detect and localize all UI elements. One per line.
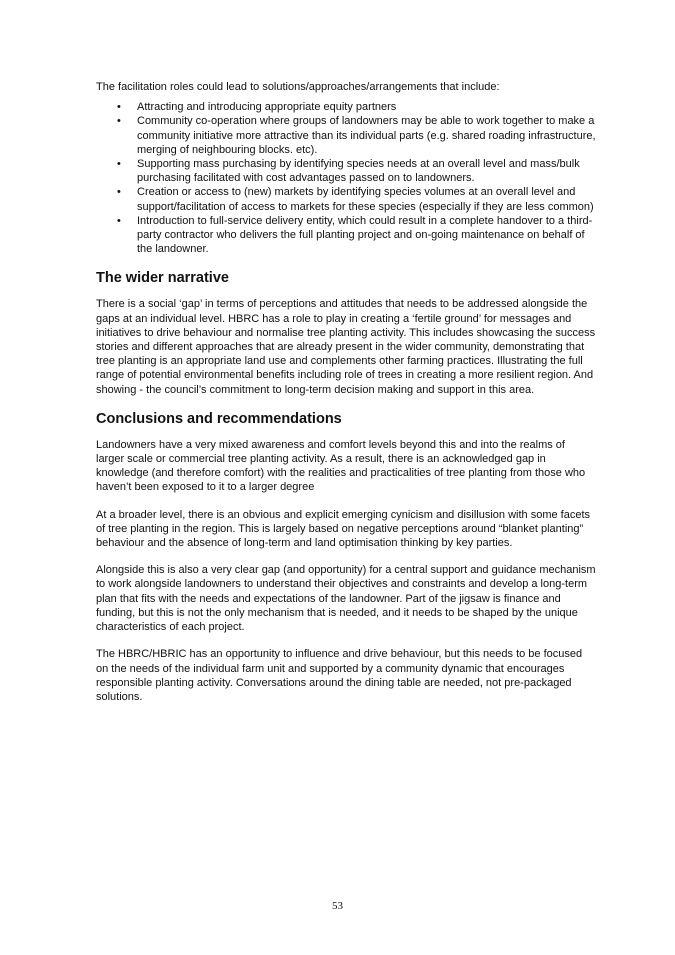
list-item-text: Attracting and introducing appropriate equity partners [137,101,397,114]
bullet-icon: • [117,115,121,128]
wider-narrative-paragraph: There is a social ‘gap’ in terms of perceptions and attitudes that needs to be addressed alongside the gaps at an individual level. HBRC has a role to play in creating a ‘fertile ground’ for messages and initiatives to drive behaviour and normalise tree planting activity. This includes showcasing the success stories and different approaches that are already present in the wider community, demonstrating that tree planting is an appropriate land use and complements other farming practices. Illustrating the full range of potential environmental benefits including role of trees in creating a more resilient region. And showing - the council’s commitment to long-term decision making and support in this area. [96,298,596,396]
list-item-text: Creation or access to (new) markets by identifying species volumes at an overall level and support/facilitation of access to markets for these species (especially if they are less common) [137,186,594,213]
list-item-text: Community co-operation where groups of landowners may be able to work together to make a community initiative more attractive than its individual parts (e.g. shared roading infrastructure, merging of neighbouring blocks. etc). [137,115,596,156]
conclusions-paragraph: Alongside this is also a very clear gap (and opportunity) for a central support and guidance mechanism to work alongside landowners to understand their objectives and constraints and develop a long-term plan that fits with the needs and expectations of the landowner. Part of the jigsaw is finance and funding, but this is not the only mechanism that is needed, and it needs to be shaped by the unique characteristics of each project. [96,564,596,634]
bullet-icon: • [117,158,121,171]
list-item [96,214,596,257]
list-item [96,114,596,157]
list-item-text: Introduction to full-service delivery entity, which could result in a complete handover to a third-party contractor who delivers the full planting project and on-going maintenance on behalf of the landowner. [137,214,593,256]
document-page [96,80,596,717]
section-heading-conclusions: Conclusions and recommendations [96,410,342,427]
bullet-icon: • [117,186,121,199]
intro-text: The facilitation roles could lead to solutions/approaches/arrangements that include: [96,81,500,93]
conclusions-paragraph: The HBRC/HBRIC has an opportunity to influence and drive behaviour, but this needs to be focused on the needs of the individual farm unit and supported by a community dynamic that encourages responsible planting activity. Conversations around the dining table are needed, not pre-packaged solutions. [96,648,583,703]
bullet-list [96,100,596,256]
bullet-icon: • [117,214,121,227]
page-number: 53 [332,900,343,912]
list-item [96,157,596,185]
conclusions-paragraph: At a broader level, there is an obvious and explicit emerging cynicism and disillusion with some facets of tree planting in the region. This is largely based on negative perceptions around “blanket planting” behaviour and the absence of long-term and land optimisation thinking by key parties. [96,508,591,550]
list-item-text: Supporting mass purchasing by identifying species needs at an overall level and mass/bulk purchasing facilitated with cost advantages passed on to landowners. [137,158,580,185]
conclusions-paragraph: Landowners have a very mixed awareness and comfort levels beyond this and into the realms of larger scale or commercial tree planting activity. As a result, there is an acknowledged gap in knowledge (and therefore comfort) with the realities and practicalities of tree planting from those who haven’t been exposed to it to a larger degree [96,438,586,494]
list-item [96,100,596,114]
bullet-icon: • [117,101,121,114]
section-heading-wider-narrative: The wider narrative [96,270,229,287]
list-item [96,185,596,213]
